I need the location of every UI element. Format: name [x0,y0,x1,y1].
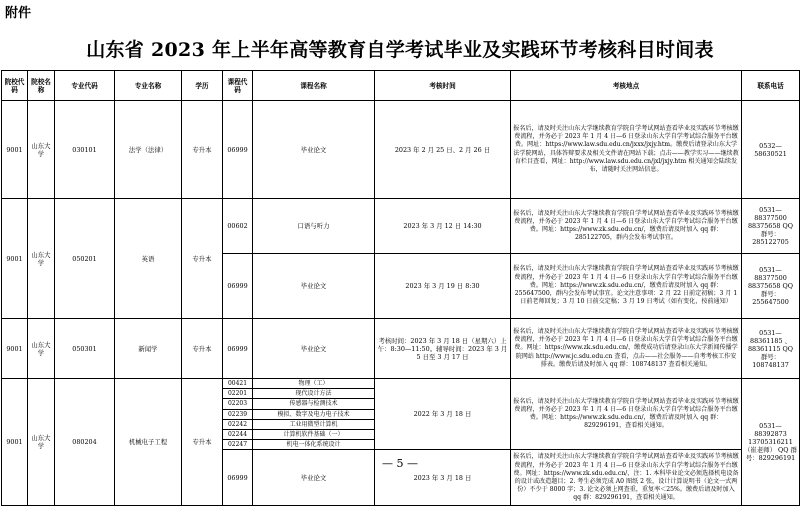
exam-location-cell: 报名后，请及时关注山东大学继续教育学院自学考试网站查看毕业及实践环节考核缴费流程，并务必于 2023 年 1 月 4 日—6 日登录山东大学自学考试综合服务平台缴费。网址：https://www.zk.sdu.edu.cn/，缴费后请及时加入 qq 群：285122705，群内会发布考试事宜。 [511,199,742,254]
course-code-cell: 00421 [223,379,253,389]
table-row [2,101,800,199]
table-row [2,379,800,389]
course-name-cell: 毕业论文 [253,450,375,506]
school-name-cell: 山东大学 [28,199,55,319]
page-title: 山东省 2023 年上半年高等教育自学考试毕业及实践环节考核科目时间表 [86,39,714,61]
major-code-cell: 030101 [55,101,115,199]
level-cell: 专升本 [182,199,223,319]
header-exam-time: 考核时间 [375,71,511,101]
exam-time-cell: 2023 年 2 月 25 日、2 月 26 日 [375,101,511,199]
header-school-code: 院校代码 [2,71,28,101]
course-code-cell: 02242 [223,419,253,429]
major-name-cell: 新闻学 [115,319,182,379]
course-code-cell: 06999 [223,450,253,506]
major-name-cell: 英语 [115,199,182,319]
exam-time-cell: 2022 年 3 月 18 日 [375,379,511,450]
course-name-cell: 计算机软件基础（一） [253,430,375,440]
header-phone: 联系电话 [742,71,800,101]
header-major-code: 专业代码 [55,71,115,101]
table-row [2,199,800,254]
header-major-name: 专业名称 [115,71,182,101]
course-code-cell: 02247 [223,440,253,450]
course-name-cell: 毕业论文 [253,101,375,199]
exam-location-cell: 报名后，请及时关注山东大学继续教育学院自学考试网站查看毕业及实践环节考核缴费流程，并务必于 2023 年 1 月 4 日—6 日登录山东大学自学考试综合服务平台缴费。网址：https://www.zk.sdu.edu.cn/，缴费后请及时加入 qq 群：255647500，群内会发布考试事宜。论文注意事项：2 月 22 日前定初稿；3 月 1 日前老师回复；3 月 10 日前交定稿；3 月 19 日考试（如有变化，按前通知） [511,254,742,319]
course-code-cell: 06999 [223,319,253,379]
header-level: 学历 [182,71,223,101]
school-code-cell: 9001 [2,379,28,506]
school-name-cell: 山东大学 [28,379,55,506]
course-code-cell: 02203 [223,399,253,409]
schedule-table [1,70,800,506]
course-name-cell: 物理（工） [253,379,375,389]
page-number: — 5 — [382,457,418,470]
course-name-cell: 现代设计方法 [253,389,375,399]
phone-cell: 0531—88361185 、88361115 QQ 群号：108748137 [742,319,800,379]
phone-cell: 0532—58630521 [742,101,800,199]
course-name-cell: 模拟、数字及电力电子技术 [253,409,375,419]
course-code-cell: 06999 [223,254,253,319]
course-code-cell: 02244 [223,430,253,440]
level-cell: 专升本 [182,379,223,506]
exam-time-cell: 考核时间：2023 年 3 月 18 日（星期六）上午：8:30—11:50。辅导时间：2023 年 3 月 5 日至 3 月 17 日 [375,319,511,379]
table-header-row [2,71,800,101]
course-name-cell: 工业用微型计算机 [253,419,375,429]
phone-cell: 0531—88392873 13705316211（崔老师） QQ 群号：829296191 [742,379,800,506]
exam-location-cell: 报名后，请及时关注山东大学继续教育学院自学考试网站查看毕业及实践环节考核缴费流程，并务必于 2023 年 1 月 4 日—6 日登录山东大学自学考试综合服务平台缴费。网址：https://www.zk.sdu.edu.cn/，缴费后请及时加入 qq 群：829296191，查看相关通知。 [511,379,742,450]
header-course-name: 课程名称 [253,71,375,101]
exam-location-cell: 报名后，请及时关注山东大学继续教育学院自学考试网站查看毕业及实践环节考核缴费流程，并务必于 2023 年 1 月 4 日—6 日登录山东大学自学考试综合服务平台缴费。网址：https://www.zk.sdu.edu.cn/，缴费成功后请登录山东大学新闻传播学院网站 http://www.jc.sdu.edu.cn 查看，点击——社会服务——自考考核工作安排表。缴费后请及时加入 qq 群：108748137 查看相关通知。 [511,319,742,379]
course-name-cell: 传感器与检测技术 [253,399,375,409]
course-code-cell: 02201 [223,389,253,399]
course-name-cell: 口语与听力 [253,199,375,254]
phone-cell: 0531—88377500 88375658 QQ 群号：255647500 [742,254,800,319]
school-name-cell: 山东大学 [28,319,55,379]
header-school-name: 院校名称 [28,71,55,101]
attachment-label: 附件 [5,6,32,21]
major-code-cell: 080204 [55,379,115,506]
major-code-cell: 050201 [55,199,115,319]
school-code-cell: 9001 [2,199,28,319]
exam-time-cell: 2023 年 3 月 19 日 8:30 [375,254,511,319]
school-name-cell: 山东大学 [28,101,55,199]
exam-time-cell: 2023 年 3 月 18 日 [375,450,511,506]
school-code-cell: 9001 [2,101,28,199]
level-cell: 专升本 [182,101,223,199]
major-code-cell: 050301 [55,319,115,379]
exam-location-cell: 报名后，请及时关注山东大学继续教育学院自学考试网站查看毕业及实践环节考核缴费流程，并务必于 2023 年 1 月 4 日—6 日登录山东大学自学考试综合服务平台缴费。网址：https://www.law.sdu.edu.cn/jxxx/jxjy.htm。缴费后请登录山东大学法学院网站，具体答辩要求及相关文件请在网站下载；点击——教学实习——继续教育栏目查看，网址：http://www.law.sdu.edu.cn/jxl/jxjy.htm 相关通知会陆续发布，请随时关注网站信息。 [511,101,742,199]
exam-location-cell: 报名后，请及时关注山东大学继续教育学院自学考试网站查看毕业及实践环节考核缴费流程，并务必于 2023 年 1 月 4 日—6 日登录山东大学自学考试综合服务平台缴费。网址：https://www.zk.sdu.edu.cn/，注：1. 本科毕业论文必须选择机电设备的设计或改造题目；2. 考生必须完成 A0 图纸 2 张，设计计算说明书（论文一式两份）不少于 8000 字；3. 论文必须上网查重，重复率＜25%。缴费后请及时加入 qq 群：829296191，查看相关通知。 [511,450,742,506]
school-code-cell: 9001 [2,319,28,379]
course-name-cell: 机电一体化系统设计 [253,440,375,450]
header-exam-location: 考核地点 [511,71,742,101]
table-row [2,319,800,379]
phone-cell: 0531—88377500 88375658 QQ 群号：285122705 [742,199,800,254]
course-code-cell: 06999 [223,101,253,199]
course-name-cell: 毕业论文 [253,319,375,379]
level-cell: 专升本 [182,319,223,379]
exam-time-cell: 2023 年 3 月 12 日 14:30 [375,199,511,254]
course-code-cell: 02239 [223,409,253,419]
course-code-cell: 00602 [223,199,253,254]
major-name-cell: 法学（法律） [115,101,182,199]
course-name-cell: 毕业论文 [253,254,375,319]
major-name-cell: 机械电子工程 [115,379,182,506]
header-course-code: 课程代码 [223,71,253,101]
